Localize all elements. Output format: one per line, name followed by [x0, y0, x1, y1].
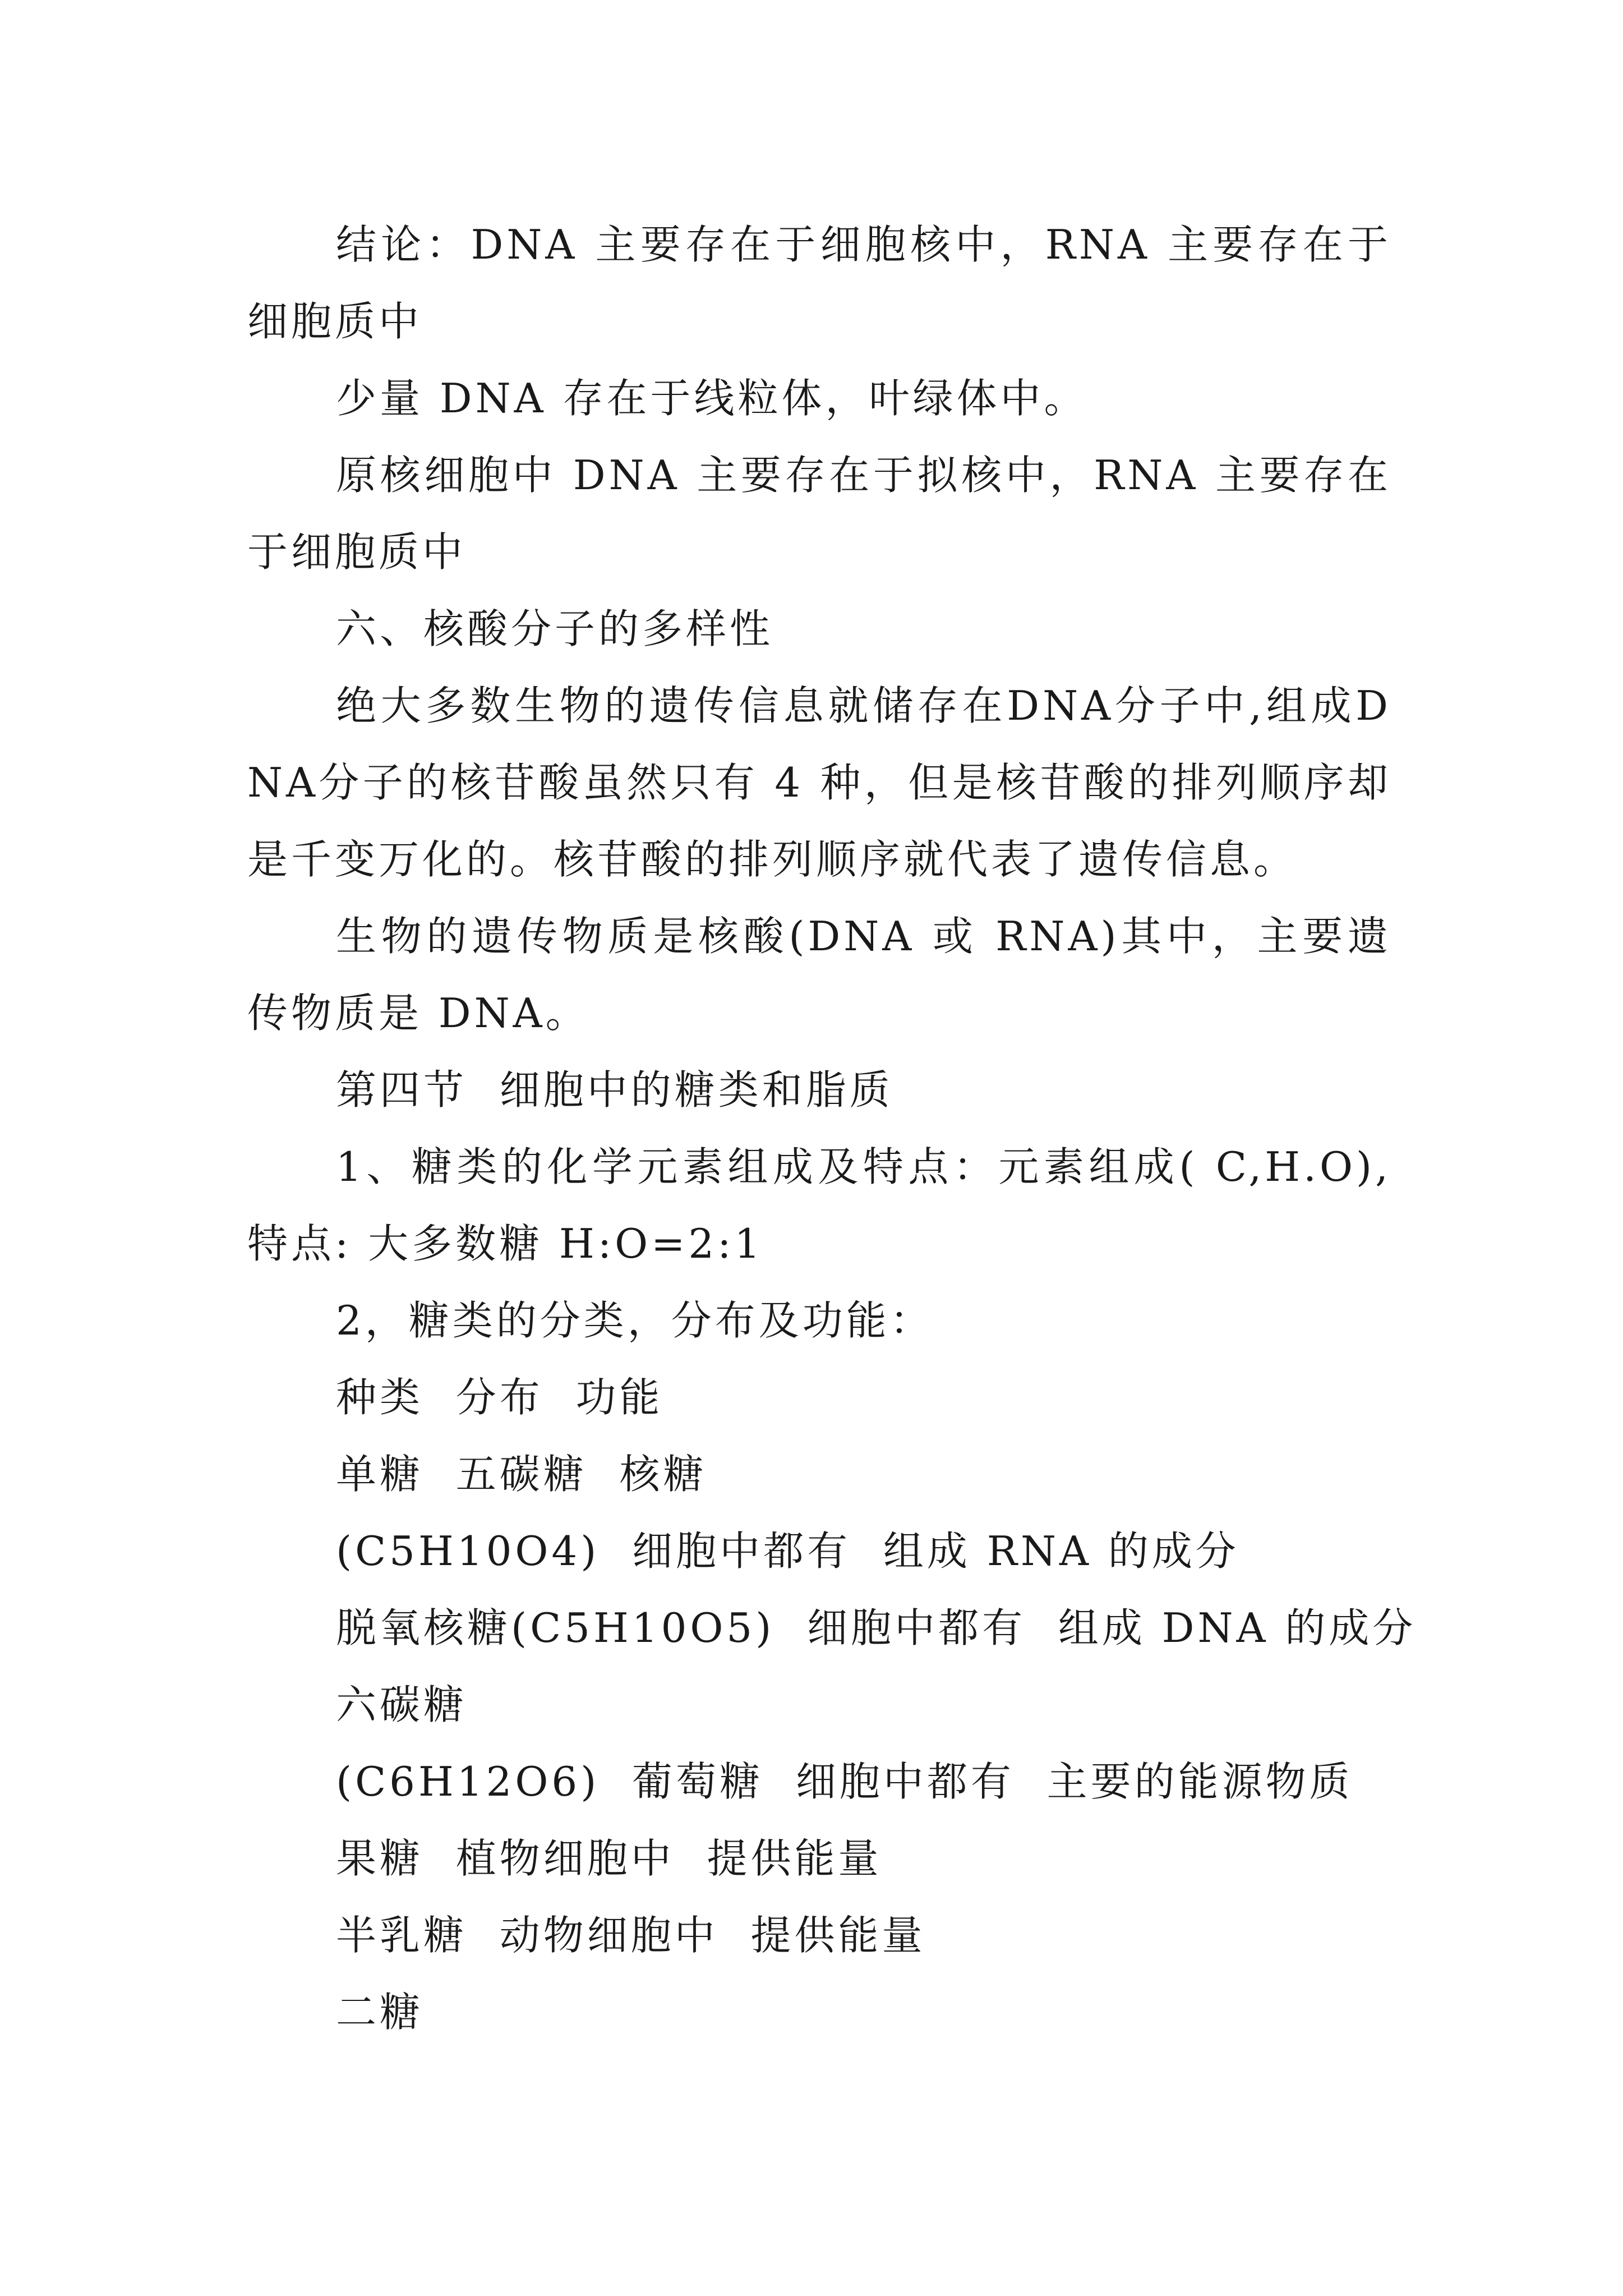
document-body: [247, 206, 1417, 2051]
paragraph-conclusion: 结论：DNA 主要存在于细胞核中，RNA 主要存在于细胞质中: [247, 221, 1391, 345]
section-heading-nucleic-acid-diversity: 六、核酸分子的多样性: [336, 605, 774, 652]
paragraph-genetic-information: 绝大多数生物的遗传信息就储存在DNA分子中,组成DNA分子的核苷酸虽然只有 4 种，但是核苷酸的排列顺序却是千变万化的。核苷酸的排列顺序就代表了遗传信息。: [247, 682, 1391, 883]
paragraph-sugar-elements: 1、糖类的化学元素组成及特点：元素组成( C,H.O),特点: 大多数糖 H:O=2:1: [247, 1143, 1391, 1267]
table-line-disaccharide: 二糖: [336, 1989, 424, 2036]
table-line-fructose: 果糖 植物细胞中 提供能量: [336, 1835, 882, 1882]
table-line-hexose: 六碳糖: [336, 1681, 468, 1728]
section-heading-sugars-lipids: 第四节 细胞中的糖类和脂质: [336, 1066, 893, 1114]
table-line-ribose-formula: (C5H10O4) 细胞中都有 组成 RNA 的成分: [336, 1527, 1239, 1575]
table-line-deoxyribose: 脱氧核糖(C5H10O5) 细胞中都有 组成 DNA 的成分: [336, 1604, 1417, 1651]
table-line-header: 种类 分布 功能: [336, 1374, 663, 1421]
table-line-galactose: 半乳糖 动物细胞中 提供能量: [336, 1912, 926, 1959]
table-line-glucose: (C6H12O6) 葡萄糖 细胞中都有 主要的能源物质: [336, 1758, 1353, 1805]
paragraph-sugar-classification: 2，糖类的分类，分布及功能：: [336, 1297, 934, 1344]
paragraph-mitochondria: 少量 DNA 存在于线粒体，叶绿体中。: [336, 375, 1088, 422]
paragraph-genetic-material: 生物的遗传物质是核酸(DNA 或 RNA)其中，主要遗传物质是 DNA。: [247, 913, 1391, 1037]
paragraph-prokaryote: 原核细胞中 DNA 主要存在于拟核中，RNA 主要存在于细胞质中: [247, 452, 1391, 576]
table-line-monosaccharide: 单糖 五碳糖 核糖: [336, 1451, 707, 1498]
